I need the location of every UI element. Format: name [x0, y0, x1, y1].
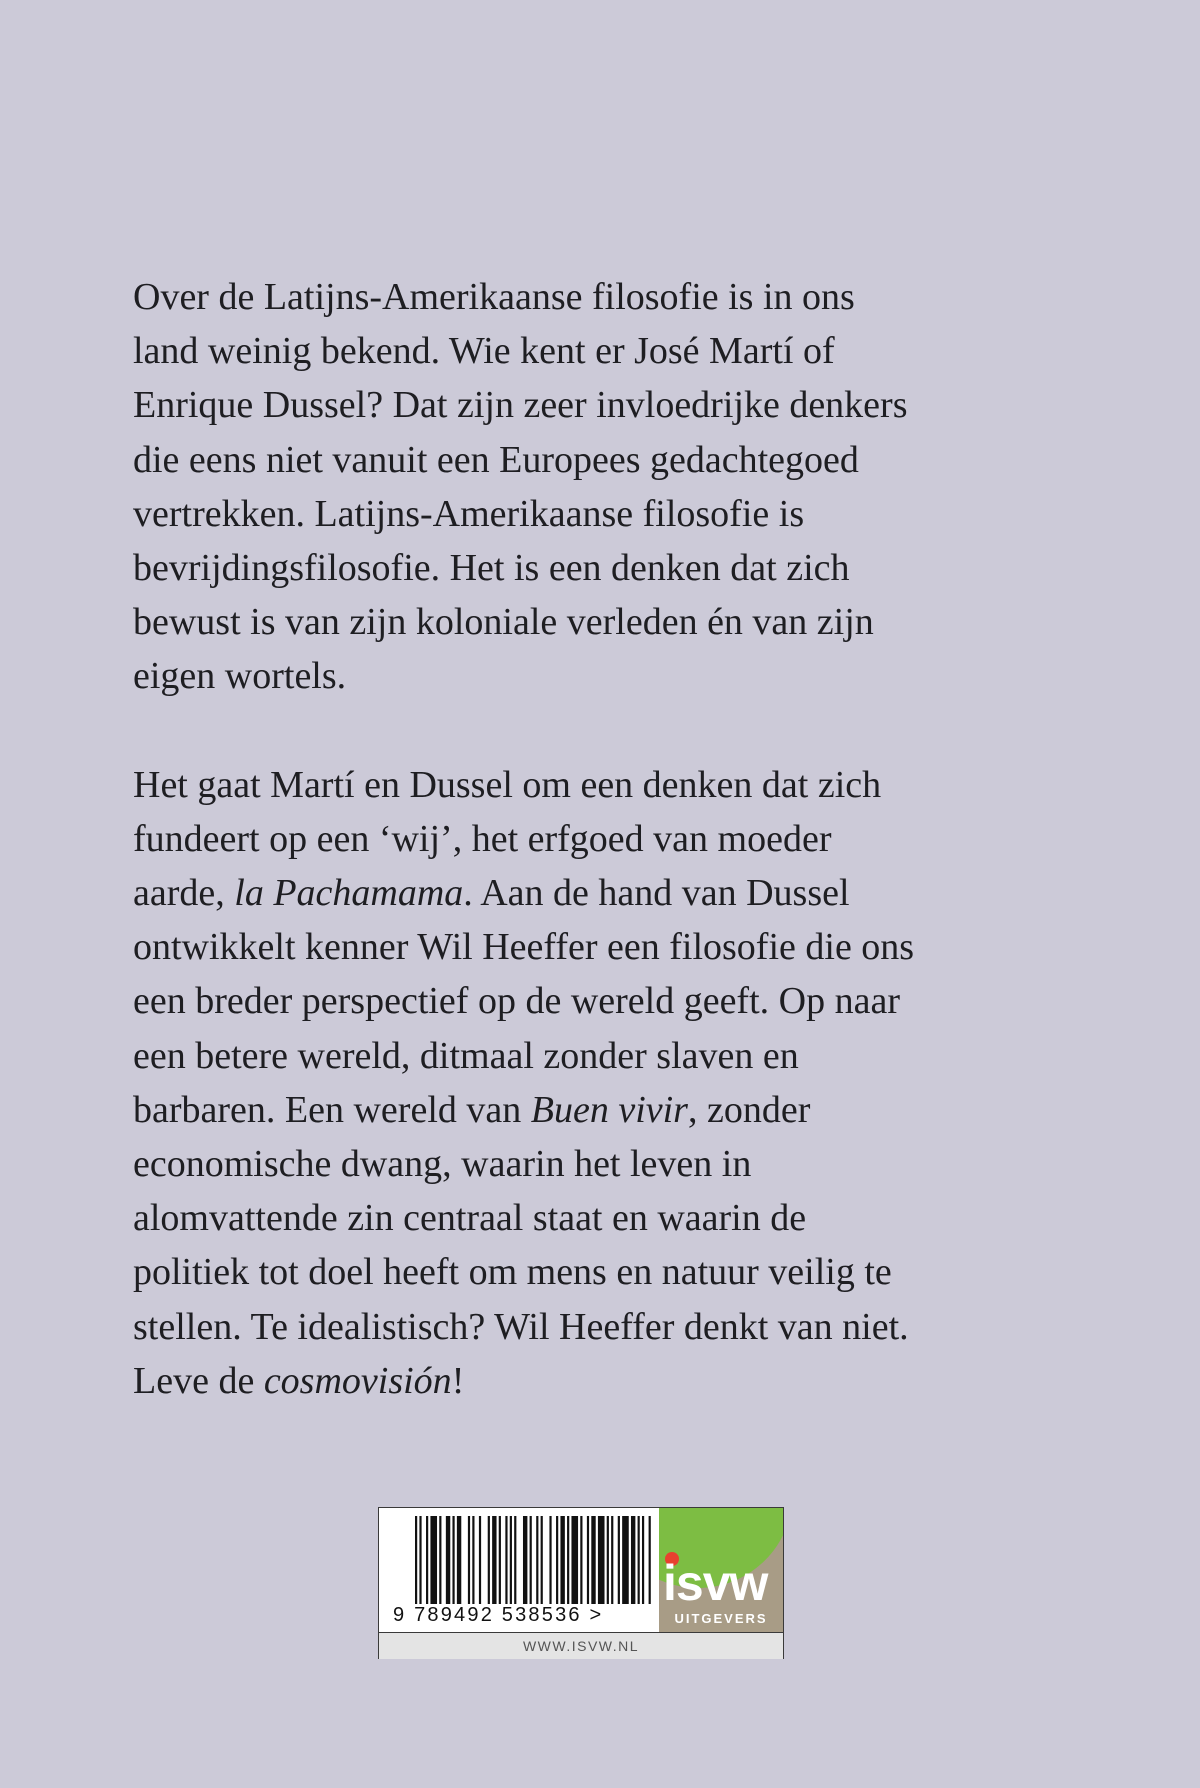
barcode-bars-icon — [415, 1516, 653, 1604]
paragraph2-line — [133, 866, 1053, 920]
paragraph2-line: alomvattende zin centraal staat en waarin de — [133, 1197, 807, 1240]
paragraph1-line: eigen wortels. — [133, 655, 347, 698]
paragraph-gap — [133, 704, 1053, 758]
logo-tagline: UITGEVERS — [674, 1611, 768, 1626]
logo-wordmark: isvw — [663, 1555, 768, 1611]
paragraph1-line: bevrijdingsfilosofie. Het is een denken dat zich — [133, 547, 850, 590]
italic-term-pachamama: la Pachamama — [234, 872, 464, 915]
text-run: barbaren. Een wereld van — [133, 1088, 531, 1131]
paragraph2-line: Het gaat Martí en Dussel om een denken dat zich — [133, 763, 882, 806]
paragraph1-line: Enrique Dussel? Dat zijn zeer invloedrijke denkers — [133, 384, 908, 427]
paragraph1-line: vertrekken. Latijns-Amerikaanse filosofie is — [133, 492, 805, 535]
paragraph1-line: Over de Latijns-Amerikaanse filosofie is in ons — [133, 276, 855, 318]
paragraph2-line: een breder perspectief op de wereld geeft. Op naar — [133, 980, 900, 1023]
back-cover-blurb — [133, 270, 1053, 1408]
text-run: . Aan de hand van Dussel — [463, 872, 850, 915]
paragraph2-line — [133, 1083, 1053, 1137]
text-run: aarde, — [133, 872, 235, 915]
text-run: , zonder — [687, 1088, 811, 1131]
paragraph2-line: politiek tot doel heeft om mens en natuur veilig te — [133, 1251, 892, 1294]
italic-term-cosmovision: cosmovisión — [263, 1359, 452, 1402]
paragraph2-line: een betere wereld, ditmaal zonder slaven en — [133, 1034, 799, 1077]
paragraph2-line: economische dwang, waarin het leven in — [133, 1143, 752, 1186]
isbn-number: 9 789492 538536 > — [393, 1604, 604, 1626]
text-run: Leve de — [133, 1359, 264, 1402]
paragraph1-line: land weinig bekend. Wie kent er José Martí of — [133, 330, 835, 373]
paragraph1-line: die eens niet vanuit een Europees gedachtegoed — [133, 438, 859, 481]
publisher-logo — [659, 1508, 783, 1632]
paragraph2-line: fundeert op een ‘wij’, het erfgoed van moeder — [133, 817, 832, 860]
italic-term-buen-vivir: Buen vivir — [530, 1088, 688, 1131]
paragraph2-line: ontwikkelt kenner Wil Heeffer een filosofie die ons — [133, 926, 915, 969]
barcode-box — [378, 1507, 784, 1659]
text-run: ! — [451, 1359, 465, 1402]
paragraph1-line: bewust is van zijn koloniale verleden én van zijn — [133, 601, 874, 644]
barcode — [379, 1508, 659, 1632]
paragraph2-line: stellen. Te idealistisch? Wil Heeffer denkt van niet. — [133, 1305, 909, 1348]
publisher-url: WWW.ISVW.NL — [379, 1632, 783, 1659]
paragraph2-line — [133, 1354, 1053, 1408]
